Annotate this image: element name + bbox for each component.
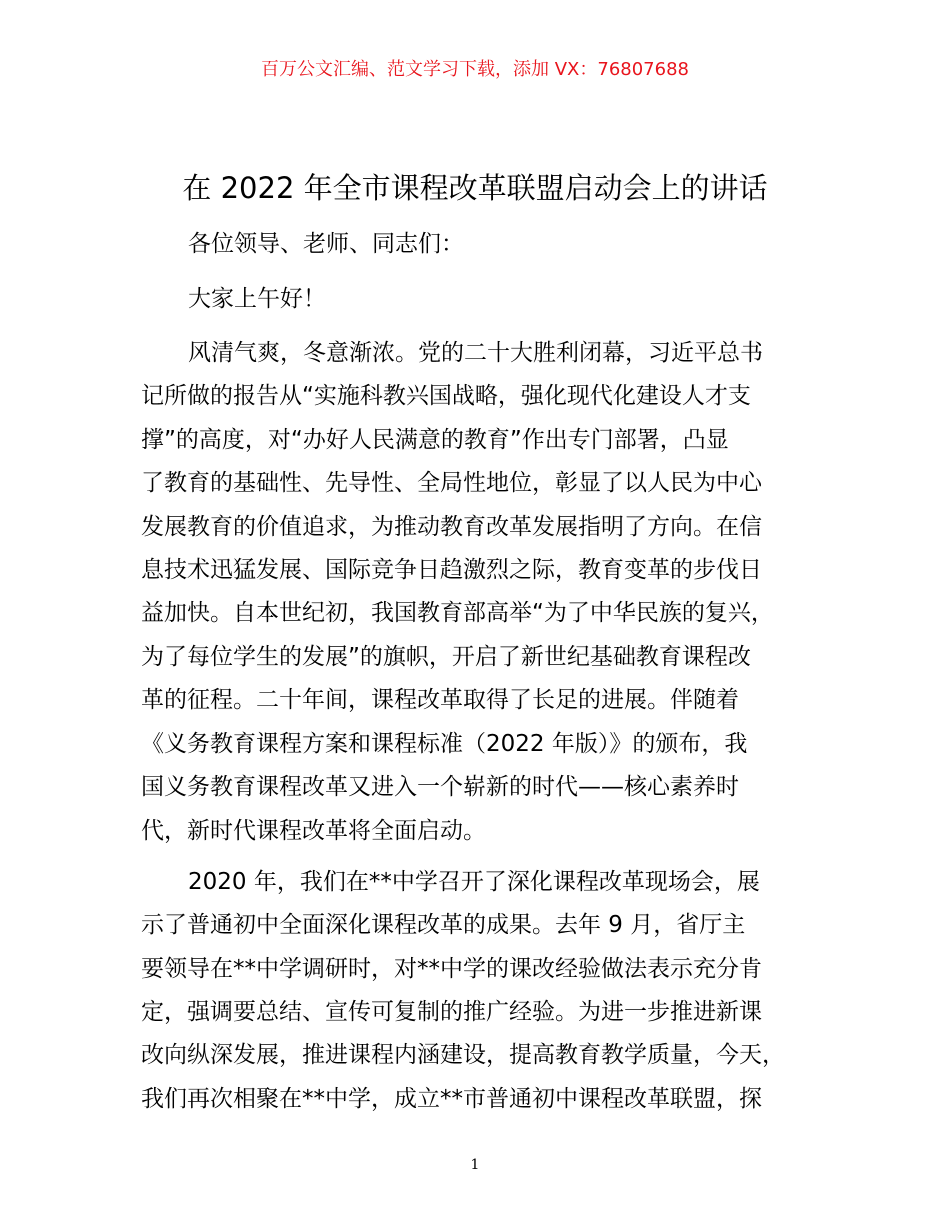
paragraph-line: 为了每位学生的发展”的旗帜，开启了新世纪基础教育课程改: [141, 644, 751, 670]
paragraph-line: 我们再次相聚在**中学，成立**市普通初中课程改革联盟，探: [141, 1086, 762, 1112]
paragraph-line: 改向纵深发展，推进课程内涵建设，提高教育教学质量，今天，: [141, 1042, 785, 1068]
paragraph-line: 益加快。自本世纪初，我国教育部高举“为了中华民族的复兴，: [141, 600, 774, 626]
paragraph-line: 革的征程。二十年间，课程改革取得了长足的进展。伴随着: [141, 687, 739, 713]
promo-header: 百万公文汇编、范文学习下载，添加 VX：76807688: [261, 59, 689, 80]
document-title: 在 2022 年全市课程改革联盟启动会上的讲话: [182, 171, 768, 205]
paragraph-line: 风清气爽，冬意渐浓。党的二十大胜利闭幕，习近平总书: [188, 340, 763, 366]
paragraph-line: 代，新时代课程改革将全面启动。: [141, 818, 486, 844]
salutation: 各位领导、老师、同志们：: [188, 231, 464, 257]
paragraph-line: 国义务教育课程改革又进入一个崭新的时代——核心素养时: [141, 774, 739, 800]
paragraph-line: 了教育的基础性、先导性、全局性地位，彰显了以人民为中心: [141, 470, 762, 496]
paragraph-line: 记所做的报告从“实施科教兴国战略，强化现代化建设人才支: [141, 383, 751, 409]
page-number: 1: [470, 1157, 480, 1173]
paragraph-line: 要领导在**中学调研时，对**中学的课改经验做法表示充分肯: [141, 956, 762, 982]
paragraph-line: 定，强调要总结、宣传可复制的推广经验。为进一步推进新课: [141, 999, 762, 1025]
paragraph-line: 示了普通初中全面深化课程改革的成果。去年 9 月，省厅主: [141, 912, 746, 938]
paragraph-line: 撑”的高度，对“办好人民满意的教育”作出专门部署，凸显: [141, 427, 729, 453]
paragraph-line: 发展教育的价值追求，为推动教育改革发展指明了方向。在信: [141, 514, 762, 540]
paragraph-line: 《义务教育课程方案和课程标准（2022 年版）》的颁布，我: [141, 731, 748, 757]
paragraph-line: 2020 年，我们在**中学召开了深化课程改革现场会，展: [188, 869, 760, 895]
greeting: 大家上午好！: [188, 286, 326, 312]
paragraph-line: 息技术迅猛发展、国际竞争日趋激烈之际，教育变革的步伐日: [141, 557, 762, 583]
